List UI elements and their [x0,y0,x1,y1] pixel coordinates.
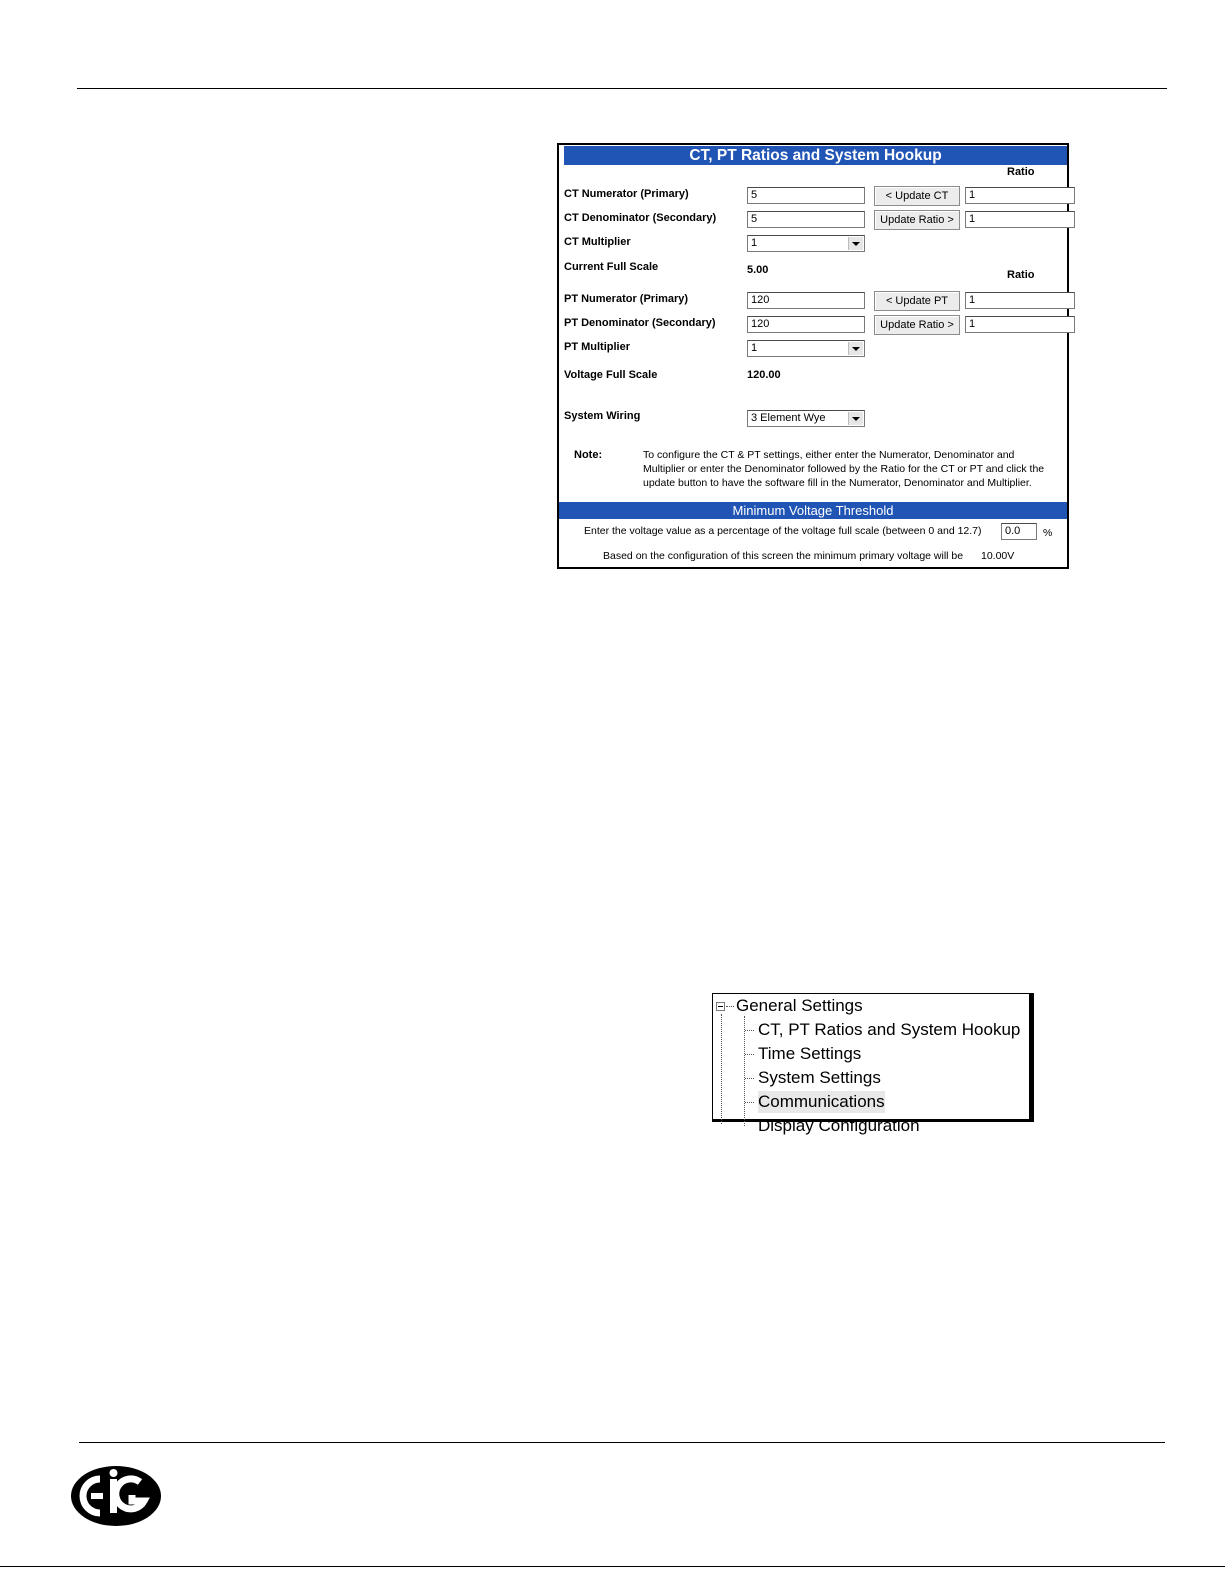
min-voltage-unit: % [1043,527,1053,539]
tree-guide-line [744,1016,745,1126]
tree-guide-line [721,1014,722,1124]
voltage-full-scale-label: Voltage Full Scale [564,369,658,381]
pt-ratio-input-2[interactable]: 1 [965,316,1075,333]
bottom-rule [79,1442,1165,1443]
ratio-header-ct: Ratio [1007,166,1035,178]
current-full-scale-value: 5.00 [747,264,769,276]
ct-multiplier-select[interactable] [747,235,865,252]
tree-item-communications[interactable]: Communications [758,1092,885,1111]
collapse-icon[interactable] [716,1002,725,1011]
pt-denominator-input[interactable]: 120 [747,316,865,333]
pt-update-ratio-button[interactable]: Update Ratio > [874,315,960,335]
tree-connector [745,1054,754,1055]
tree-root-general-settings[interactable]: General Settings [736,996,863,1015]
ct-denominator-label: CT Denominator (Secondary) [564,212,717,224]
tree-item-display-configuration[interactable]: Display Configuration [758,1116,920,1135]
note-text [643,448,1063,490]
tree-connector [745,1102,754,1103]
min-voltage-input[interactable]: 0.0 [1001,523,1037,540]
tree-connector [745,1078,754,1079]
pt-multiplier-value: 1 [751,342,758,354]
ct-multiplier-value: 1 [751,237,758,249]
ct-ratio-input-1[interactable]: 1 [965,187,1075,204]
settings-tree [712,993,1034,1135]
footer-rule [0,1566,1225,1567]
system-wiring-label: System Wiring [564,410,641,422]
ct-denominator-input[interactable]: 5 [747,211,865,228]
chevron-down-icon[interactable] [848,237,863,250]
update-ct-button[interactable]: < Update CT [874,186,960,206]
voltage-full-scale-value: 120.00 [747,369,781,381]
chevron-down-icon[interactable] [848,412,863,425]
ct-numerator-label: CT Numerator (Primary) [564,188,689,200]
note-line-1: To configure the CT & PT settings, either enter the Numerator, Denominator and [643,449,1015,461]
ratio-header-pt: Ratio [1007,269,1035,281]
top-rule [77,88,1167,89]
system-wiring-value: 3 Element Wye [751,412,826,424]
chevron-down-icon[interactable] [848,342,863,355]
tree-item-ct-pt-ratios[interactable]: CT, PT Ratios and System Hookup [758,1020,1021,1039]
eig-logo-mark [70,1465,162,1527]
ct-multiplier-label: CT Multiplier [564,236,631,248]
tree-connector [726,1006,734,1007]
note-line-2: Multiplier or enter the Denominator followed by the Ratio for the CT or PT and click the [643,463,1045,475]
eig-logo [70,1465,162,1527]
ct-pt-settings-panel [557,143,1069,569]
pt-numerator-label: PT Numerator (Primary) [564,293,689,305]
tree-connector [745,1030,754,1031]
ct-update-ratio-button[interactable]: Update Ratio > [874,210,960,230]
pt-numerator-input[interactable]: 120 [747,292,865,309]
panel-title: CT, PT Ratios and System Hookup [564,146,1067,165]
note-label: Note: [574,449,603,461]
tree-item-system-settings[interactable]: System Settings [758,1068,881,1087]
min-voltage-result-text: Based on the configuration of this screen the minimum primary voltage will be [603,550,964,562]
pt-multiplier-label: PT Multiplier [564,341,630,353]
pt-ratio-input-1[interactable]: 1 [965,292,1075,309]
min-voltage-result-value: 10.00V [981,550,1015,562]
current-full-scale-label: Current Full Scale [564,261,659,273]
pt-multiplier-select[interactable] [747,340,865,357]
min-voltage-prompt: Enter the voltage value as a percentage of the voltage full scale (between 0 and 12.7) [584,525,982,537]
update-pt-button[interactable]: < Update PT [874,291,960,311]
tree-item-time-settings[interactable]: Time Settings [758,1044,862,1063]
ct-ratio-input-2[interactable]: 1 [965,211,1075,228]
pt-denominator-label: PT Denominator (Secondary) [564,317,716,329]
min-voltage-title: Minimum Voltage Threshold [559,502,1067,519]
note-line-3: update button to have the software fill in the Numerator, Denominator and Multiplier. [643,477,1032,489]
system-wiring-select[interactable] [747,410,865,427]
ct-numerator-input[interactable]: 5 [747,187,865,204]
